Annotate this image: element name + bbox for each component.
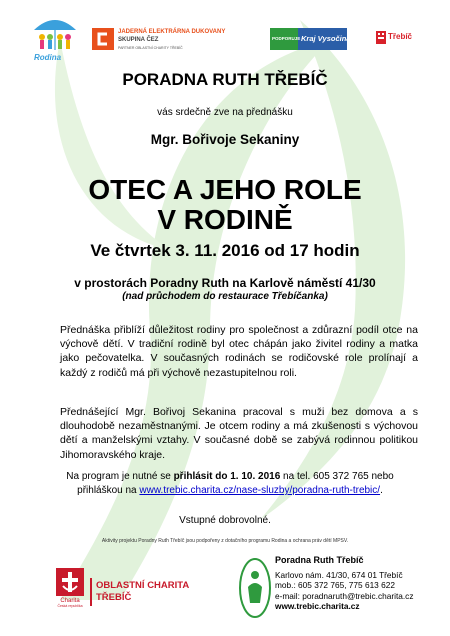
ruth-website: www.trebic.charita.cz [275, 601, 360, 612]
funding-footnote: Aktivity projektu Poradny Ruth Třebíč jsou podpořeny z dotačního programu Rodina a ochrana práv dětí MPSV. [101, 538, 349, 544]
rodina-umbrella-logo [30, 10, 80, 62]
trebic-name: Třebíč [388, 32, 413, 41]
charita-name-line1: OBLASTNÍ CHARITA [96, 580, 190, 591]
ruth-mobile: mob.: 605 372 765, 775 613 622 [275, 580, 395, 591]
event-place-note: (nad průchodem do restaurace Třebíčanka) [122, 291, 328, 302]
registration-link[interactable]: www.trebic.charita.cz/nase-sluzby/poradna-ruth-trebic/ [139, 485, 381, 496]
vysocina-logo [270, 28, 351, 50]
trebic-logo [376, 30, 416, 46]
description-paragraph-1: Přednáška přiblíží důležitost rodiny pro společnost a zdůrazní podíl otce na výchově dětí. V tradiční rodině byl otec chápán jako živitel rodiny a matka jako pečovatelka. V současných rodinách se rodičovské role prolínají a každý z rodičů má při výchově nezastupitelnou roli. [60, 324, 418, 379]
registration-phone: na tel. 605 372 765 nebo [280, 471, 394, 482]
cez-mark-icon [92, 28, 114, 50]
registration-pre: Na program je nutné se [66, 471, 174, 482]
registration-form-pre: přihláškou na [77, 485, 140, 496]
ruth-contact-text [275, 555, 413, 612]
cez-logo [92, 28, 226, 58]
lecture-title-line2: V RODINĚ [157, 204, 293, 235]
charita-small-label2: Česká republika [57, 604, 83, 608]
charita-cross-icon [56, 568, 84, 608]
ruth-address: Karlovo nám. 41/30, 674 01 Třebíč [275, 569, 403, 580]
vysocina-name: Kraj Vysočina [301, 34, 351, 43]
invite-text: vás srdečně zve na přednášku [157, 107, 293, 118]
partner-logos [0, 0, 450, 70]
cez-line1: JADERNÁ ELEKTRÁRNA DUKOVANY [118, 29, 226, 35]
charita-name-line2: TŘEBÍČ [96, 592, 132, 603]
registration-info [50, 470, 410, 498]
charita-small-label: Charita [60, 598, 80, 604]
page-title: PORADNA RUTH TŘEBÍČ [122, 70, 328, 89]
event-date: Ve čtvrtek 3. 11. 2016 od 17 hodin [90, 241, 360, 260]
entry-fee: Vstupné dobrovolné. [179, 515, 271, 526]
lecture-title-line1: OTEC A JEHO ROLE [88, 174, 362, 205]
registration-form-post: . [380, 485, 383, 496]
event-place: v prostorách Poradny Ruth na Karlově náměstí 41/30 [74, 276, 376, 290]
trebic-crest-icon [376, 31, 386, 44]
vysocina-prefix: PODPORUJE [272, 36, 301, 41]
ruth-email: e-mail: poradnaruth@trebic.charita.cz [275, 590, 414, 601]
ruth-family-logo [238, 557, 272, 619]
ruth-contact-block [238, 555, 438, 625]
registration-deadline: přihlásit do 1. 10. 2016 [173, 471, 281, 482]
charita-logo [56, 568, 190, 618]
rodina-logo-text: Rodina [34, 53, 62, 62]
lecture-title [0, 175, 450, 235]
speaker-name: Mgr. Bořivoje Sekaniny [150, 132, 300, 147]
description-paragraph-2: Přednášející Mgr. Bořivoj Sekanina pracoval s muži bez domova a s dlouhodobě nezaměstnanými. Je otcem rodiny a má zkušenosti s výchovou dětí a manželskými vztahy. V současné době se zabývá rodinnou politikou Jihomoravského kraje. [60, 406, 418, 461]
cez-line2: SKUPINA ČEZ [118, 37, 159, 43]
ruth-title: Poradna Ruth Třebíč [275, 555, 364, 565]
cez-line3: PARTNER OBLASTNÍ CHARITY TŘEBÍČ [118, 46, 183, 50]
